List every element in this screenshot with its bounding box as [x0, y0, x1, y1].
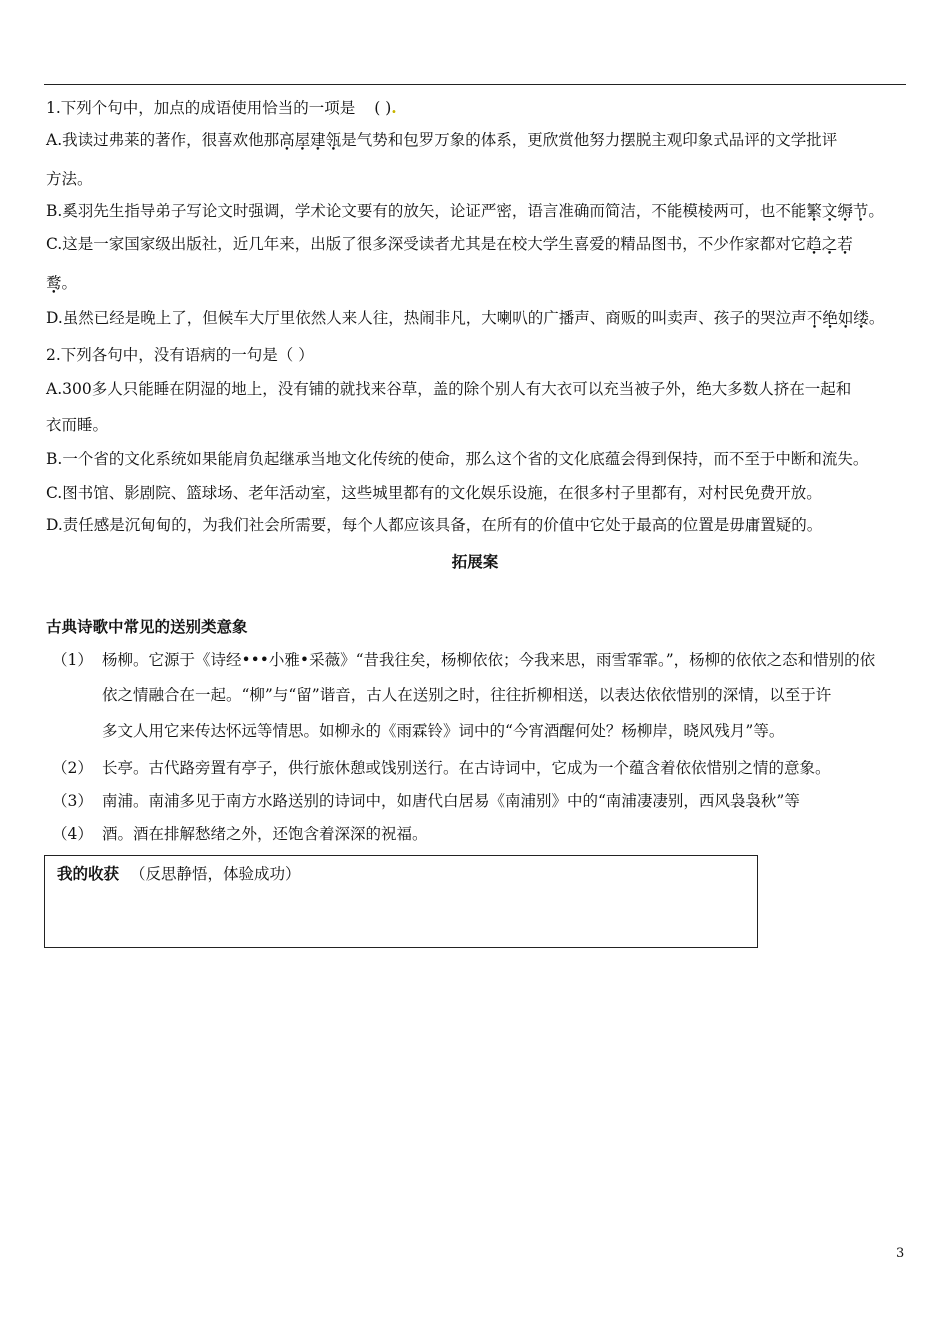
marker-dot: .: [391, 98, 397, 117]
item-1-line-3: 多文人用它来传达怀远等情思。如柳永的《雨霖铃》词中的“今宵酒醒何处？杨柳岸，晓风残月”等。: [102, 722, 785, 740]
idiom-c: 趋之若: [806, 235, 853, 253]
page-number: 3: [896, 1246, 905, 1261]
q2-option-a: A.300多人只能睡在阴湿的地上，没有铺的就找来谷草，盖的除个别人有大衣可以充当被子外，绝大多数人挤在一起和: [46, 380, 852, 398]
section-title: 拓展案: [451, 553, 499, 571]
q1-option-a-cont: 方法。: [46, 170, 93, 188]
q2-option-b: B.一个省的文化系统如果能肩负起继承当地文化传统的使命，那么这个省的文化底蕴会得到保持，而不至于中断和流失。: [46, 450, 869, 468]
item-4-line-1: 酒。酒在排解愁绪之外，还饱含着深深的祝福。: [102, 825, 428, 843]
harvest-box: [44, 855, 758, 948]
q1-option-d: D.虽然已经是晚上了，但候车大厅里依然人来人往，热闹非凡，大喇叭的广播声、商贩的叫卖声、孩子的哭泣声不绝如缕。: [46, 309, 885, 327]
item-3-line-1: 南浦。南浦多见于南方水路送别的诗词中，如唐代白居易《南浦别》中的“南浦凄凄别，西风袅袅秋”等: [102, 792, 800, 810]
q1-answer-paren: ( ): [374, 99, 392, 117]
item-1-line-2: 依之情融合在一起。“柳”与“留”谐音，古人在送别之时，往往折柳相送，以表达依依惜别的深情，以至于许: [102, 686, 832, 704]
q2-stem: 2.下列各句中，没有语病的一句是（ ）: [46, 346, 314, 364]
idiom-d: 不绝如缕: [806, 309, 869, 327]
q1-option-c-cont: 鹜。: [46, 274, 78, 292]
q1-option-a: A.我读过弗莱的著作，很喜欢他那高屋建瓴是气势和包罗万象的体系，更欣赏他努力摆脱主观印象式品评的文学批评: [46, 131, 838, 149]
item-number-2: （2）: [52, 759, 93, 777]
q1-option-c: C.这是一家国家级出版社，近几年来，出版了很多深受读者尤其是在校大学生喜爱的精品图书，不少作家都对它趋之若: [46, 235, 853, 253]
idiom-a: 高屋建瓴: [279, 131, 342, 149]
item-number-3: （3）: [52, 792, 93, 810]
subtitle: 古典诗歌中常见的送别类意象: [46, 618, 248, 636]
q2-option-c: C.图书馆、影剧院、篮球场、老年活动室，这些城里都有的文化娱乐设施，在很多村子里都有，对村民免费开放。: [46, 484, 822, 502]
q2-option-d: D.责任感是沉甸甸的，为我们社会所需要，每个人都应该具备，在所有的价值中它处于最高的位置是毋庸置疑的。: [46, 516, 823, 534]
harvest-title: 我的收获: [57, 865, 120, 883]
item-number-4: （4）: [52, 825, 93, 843]
harvest-note: （反思静悟，体验成功）: [129, 865, 301, 883]
q1-stem: 1.下列个句中，加点的成语使用恰当的一项是 ( ).: [46, 98, 397, 117]
item-number-1: （1）: [52, 651, 93, 669]
header-rule: [44, 84, 906, 85]
item-1-line-1: 杨柳。它源于《诗经•••小雅•采薇》“昔我往矣，杨柳依依；今我来思，雨雪霏霏。”，杨柳的依依之态和惜别的依: [102, 651, 876, 669]
q2-option-a-cont: 衣而睡。: [46, 416, 109, 434]
q1-option-b: B.奚羽先生指导弟子写论文时强调，学术论文要有的放矢，论证严密，语言准确而简洁，不能模棱两可，也不能繁文缛节。: [46, 202, 884, 220]
idiom-b: 繁文缛节: [806, 202, 869, 220]
item-2-line-1: 长亭。古代路旁置有亭子，供行旅休憩或饯别送行。在古诗词中，它成为一个蕴含着依依惜别之情的意象。: [102, 759, 831, 777]
